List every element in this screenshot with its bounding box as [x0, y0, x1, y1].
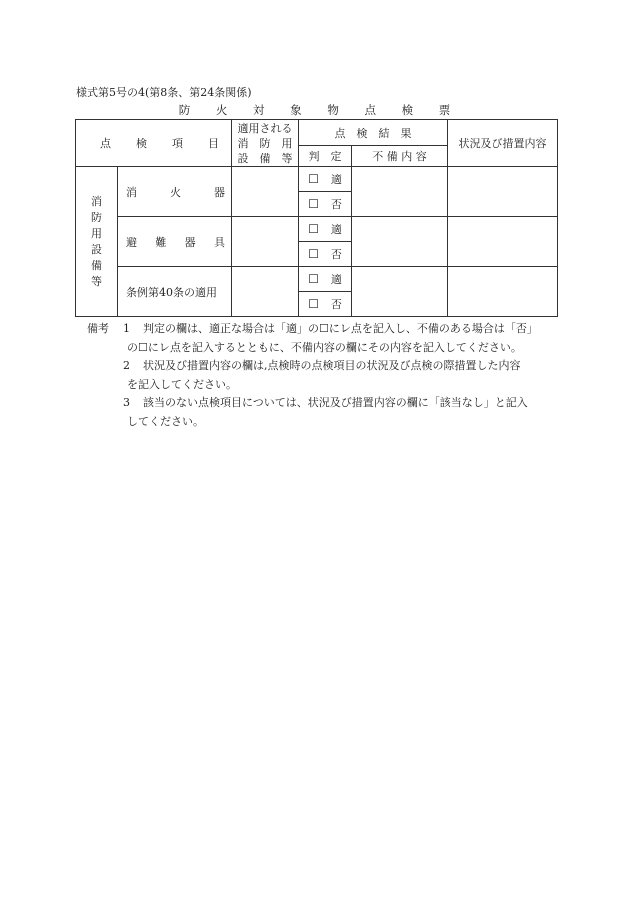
category-fire-equipment: 消 防 用 設 備 等: [76, 167, 118, 317]
equipment-cell[interactable]: [232, 217, 299, 267]
status-measures-cell[interactable]: [448, 167, 558, 217]
judgment-fail-checkbox[interactable]: ☐ 否: [299, 242, 352, 267]
form-label: 様式第5号の4(第8条、第24条関係): [76, 86, 252, 99]
inspection-table: [75, 119, 558, 317]
header-applicable-equipment: 適用される 消 防 用 設 備 等: [232, 120, 299, 167]
judgment-fail-checkbox[interactable]: ☐ 否: [299, 192, 352, 217]
form-title: 防 火 対 象 物 点 検 票: [178, 103, 462, 117]
judgment-pass-checkbox[interactable]: ☐ 適: [299, 217, 352, 242]
defect-details-cell[interactable]: [352, 267, 448, 317]
judgment-pass-checkbox[interactable]: ☐ 適: [299, 267, 352, 292]
header-judgment: 判 定: [299, 146, 352, 167]
equipment-cell[interactable]: [232, 267, 299, 317]
note-item: 3 該当のない点検項目については、状況及び措置内容の欄に「該当なし」と記入: [123, 396, 528, 409]
note-continuation: の☐にレ点を記入するとともに、不備内容の欄にその内容を記入してください。: [127, 340, 522, 354]
note-continuation: を記入してください。: [127, 377, 237, 391]
note-continuation: してください。: [127, 414, 204, 428]
notes-heading: 備考: [87, 322, 109, 335]
equipment-cell[interactable]: [232, 167, 299, 217]
item-fire-extinguisher: 消 火 器: [118, 167, 232, 217]
judgment-fail-checkbox[interactable]: ☐ 否: [299, 292, 352, 317]
item-ordinance-article-40: 条例第40条の適用: [118, 267, 232, 317]
status-measures-cell[interactable]: [448, 217, 558, 267]
header-defect-details: 不 備 内 容: [352, 146, 448, 167]
header-inspection-item: 点 検 項 目: [76, 120, 232, 167]
header-status-measures: 状況及び措置内容: [448, 120, 558, 167]
item-evacuation-equipment: 避 難 器 具: [118, 217, 232, 267]
note-item: 2 状況及び措置内容の欄は,点検時の点検項目の状況及び点検の際措置した内容: [123, 359, 521, 372]
notes-section: [87, 320, 567, 431]
note-item: 備考 1 判定の欄は、適正な場合は「適」の☐にレ点を記入し、不備のある場合は「否」: [87, 320, 567, 339]
defect-details-cell[interactable]: [352, 217, 448, 267]
judgment-pass-checkbox[interactable]: ☐ 適: [299, 167, 352, 192]
status-measures-cell[interactable]: [448, 267, 558, 317]
defect-details-cell[interactable]: [352, 167, 448, 217]
header-inspection-result: 点 検 結 果: [299, 120, 448, 146]
